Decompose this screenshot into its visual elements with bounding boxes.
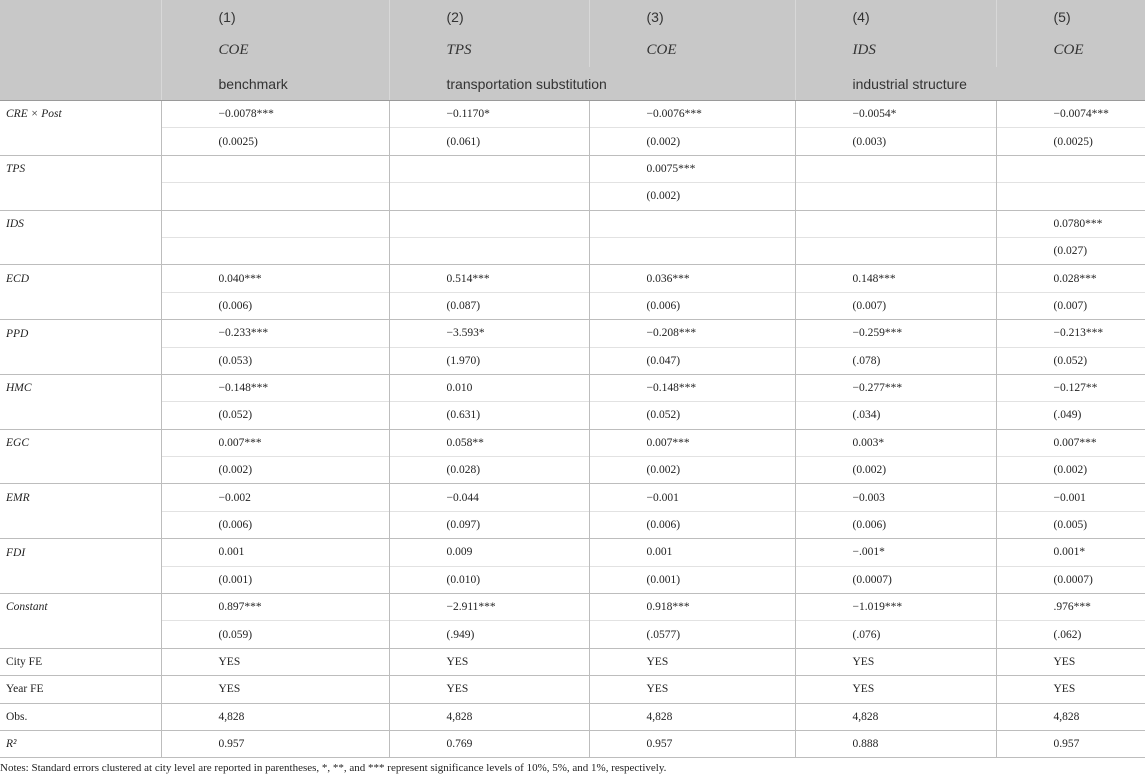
standard-error-cell: (0.087) (389, 292, 589, 319)
coefficient-cell: 0.028*** (996, 265, 1145, 292)
variable-label: TPS (0, 155, 161, 182)
statistic-cell: 4,828 (161, 703, 389, 730)
header-stub (0, 0, 161, 34)
coefficient-cell: −0.001 (996, 484, 1145, 511)
dependent-variable: TPS (389, 34, 589, 67)
coefficient-cell: −0.001 (589, 484, 795, 511)
coefficient-cell (161, 210, 389, 237)
statistic-cell: YES (996, 676, 1145, 703)
statistics-row (0, 730, 1145, 757)
standard-error-row (0, 457, 1145, 484)
statistic-cell: 0.769 (389, 730, 589, 757)
coefficient-cell (389, 210, 589, 237)
header-stub (0, 34, 161, 67)
standard-error-row (0, 621, 1145, 648)
coefficient-cell (795, 210, 996, 237)
standard-error-cell: (0.097) (389, 511, 589, 538)
coefficient-row (0, 101, 1145, 128)
standard-error-cell: (0.006) (161, 292, 389, 319)
coefficient-cell: −0.0078*** (161, 101, 389, 128)
coefficient-row (0, 265, 1145, 292)
dependent-variable: IDS (795, 34, 996, 67)
standard-error-cell (589, 237, 795, 264)
standard-error-cell: (.076) (795, 621, 996, 648)
coefficient-row (0, 320, 1145, 347)
standard-error-cell: (0.006) (795, 511, 996, 538)
statistic-cell: YES (996, 648, 1145, 675)
coefficient-cell: 0.001 (161, 539, 389, 566)
standard-error-row (0, 511, 1145, 538)
variable-label-blank (0, 347, 161, 374)
standard-error-cell: (0.0025) (161, 128, 389, 155)
coefficient-cell: 0.009 (389, 539, 589, 566)
coefficient-cell: 0.003* (795, 429, 996, 456)
coefficient-cell: 0.007*** (161, 429, 389, 456)
standard-error-row (0, 237, 1145, 264)
group-label: industrial structure (795, 67, 1145, 101)
standard-error-cell: (0.0025) (996, 128, 1145, 155)
coefficient-cell: −0.0076*** (589, 101, 795, 128)
statistic-cell: 4,828 (996, 703, 1145, 730)
coefficient-cell: −1.019*** (795, 594, 996, 621)
standard-error-cell: (0.010) (389, 566, 589, 593)
standard-error-cell: (0.0007) (996, 566, 1145, 593)
standard-error-cell: (0.002) (795, 457, 996, 484)
statistic-cell: 0.957 (996, 730, 1145, 757)
statistic-cell: YES (589, 676, 795, 703)
standard-error-cell (389, 237, 589, 264)
coefficient-row (0, 210, 1145, 237)
coefficient-row (0, 155, 1145, 182)
variable-label: Constant (0, 594, 161, 621)
statistic-label: Year FE (0, 676, 161, 703)
standard-error-row (0, 183, 1145, 210)
variable-label: CRE × Post (0, 101, 161, 128)
variable-label-blank (0, 128, 161, 155)
statistic-cell: YES (161, 676, 389, 703)
header-row-numbers (0, 0, 1145, 34)
coefficient-cell: 0.897*** (161, 594, 389, 621)
coefficient-cell: −0.0054* (795, 101, 996, 128)
statistic-label: City FE (0, 648, 161, 675)
header-stub (0, 67, 161, 101)
standard-error-cell: (0.007) (795, 292, 996, 319)
coefficient-cell: −0.259*** (795, 320, 996, 347)
coefficient-cell: −2.911*** (389, 594, 589, 621)
standard-error-cell: (0.002) (589, 183, 795, 210)
column-number: (4) (795, 0, 996, 34)
coefficient-cell: 0.918*** (589, 594, 795, 621)
variable-label-blank (0, 621, 161, 648)
variable-label: IDS (0, 210, 161, 237)
statistic-cell: YES (795, 648, 996, 675)
coefficient-cell: −3.593* (389, 320, 589, 347)
standard-error-cell (795, 237, 996, 264)
standard-error-cell: (0.059) (161, 621, 389, 648)
coefficient-cell: 0.007*** (996, 429, 1145, 456)
dependent-variable: COE (161, 34, 389, 67)
coefficient-cell (589, 210, 795, 237)
coefficient-cell: 0.058** (389, 429, 589, 456)
coefficient-cell: 0.001 (589, 539, 795, 566)
variable-label-blank (0, 183, 161, 210)
standard-error-cell: (0.001) (589, 566, 795, 593)
standard-error-cell: (0.002) (589, 457, 795, 484)
column-number: (2) (389, 0, 589, 34)
coefficient-cell: 0.0075*** (589, 155, 795, 182)
variable-label-blank (0, 457, 161, 484)
group-label: benchmark (161, 67, 389, 101)
standard-error-row (0, 128, 1145, 155)
coefficient-cell: 0.036*** (589, 265, 795, 292)
coefficient-cell: −0.003 (795, 484, 996, 511)
coefficient-row (0, 594, 1145, 621)
standard-error-cell: (0.002) (161, 457, 389, 484)
statistics-row (0, 703, 1145, 730)
coefficient-row (0, 484, 1145, 511)
variable-label: FDI (0, 539, 161, 566)
standard-error-row (0, 402, 1145, 429)
statistic-cell: YES (389, 676, 589, 703)
statistic-cell: 4,828 (795, 703, 996, 730)
statistic-label: R² (0, 730, 161, 757)
standard-error-cell: (1.970) (389, 347, 589, 374)
standard-error-cell: (0.631) (389, 402, 589, 429)
dependent-variable: COE (589, 34, 795, 67)
statistics-row (0, 648, 1145, 675)
standard-error-cell: (0.053) (161, 347, 389, 374)
coefficient-cell: −0.044 (389, 484, 589, 511)
standard-error-row (0, 292, 1145, 319)
coefficient-cell: 0.001* (996, 539, 1145, 566)
standard-error-cell: (0.003) (795, 128, 996, 155)
coefficient-cell: −0.1170* (389, 101, 589, 128)
standard-error-row (0, 347, 1145, 374)
coefficient-row (0, 374, 1145, 401)
standard-error-cell: (0.0007) (795, 566, 996, 593)
standard-error-cell (389, 183, 589, 210)
variable-label: PPD (0, 320, 161, 347)
standard-error-cell: (0.028) (389, 457, 589, 484)
standard-error-cell (795, 183, 996, 210)
coefficient-cell: 0.148*** (795, 265, 996, 292)
coefficient-cell: −0.127** (996, 374, 1145, 401)
coefficient-cell: −0.002 (161, 484, 389, 511)
standard-error-cell: (0.052) (996, 347, 1145, 374)
standard-error-cell (996, 183, 1145, 210)
standard-error-cell: (0.052) (589, 402, 795, 429)
statistic-label: Obs. (0, 703, 161, 730)
group-label: transportation substitution (389, 67, 795, 101)
coefficient-row (0, 539, 1145, 566)
statistic-cell: YES (795, 676, 996, 703)
column-number: (1) (161, 0, 389, 34)
coefficient-cell: 0.514*** (389, 265, 589, 292)
statistic-cell: 0.888 (795, 730, 996, 757)
standard-error-cell: (.0577) (589, 621, 795, 648)
standard-error-cell: (0.006) (589, 292, 795, 319)
variable-label-blank (0, 566, 161, 593)
standard-error-cell: (0.052) (161, 402, 389, 429)
variable-label: HMC (0, 374, 161, 401)
standard-error-cell: (.034) (795, 402, 996, 429)
table-body (0, 101, 1145, 758)
variable-label-blank (0, 237, 161, 264)
standard-error-cell: (0.047) (589, 347, 795, 374)
standard-error-cell: (.062) (996, 621, 1145, 648)
statistic-cell: 0.957 (161, 730, 389, 757)
header-row-dependent-variables (0, 34, 1145, 67)
variable-label-blank (0, 292, 161, 319)
standard-error-cell: (0.005) (996, 511, 1145, 538)
statistic-cell: YES (161, 648, 389, 675)
table-header (0, 0, 1145, 101)
coefficient-cell: −0.277*** (795, 374, 996, 401)
standard-error-cell: (0.002) (996, 457, 1145, 484)
coefficient-cell: 0.0780*** (996, 210, 1145, 237)
coefficient-cell: −0.233*** (161, 320, 389, 347)
standard-error-cell (161, 237, 389, 264)
variable-label: EGC (0, 429, 161, 456)
standard-error-cell: (0.061) (389, 128, 589, 155)
statistic-cell: 4,828 (589, 703, 795, 730)
column-number: (3) (589, 0, 795, 34)
coefficient-cell: −.001* (795, 539, 996, 566)
coefficient-cell (996, 155, 1145, 182)
coefficient-cell: 0.007*** (589, 429, 795, 456)
coefficient-cell: −0.208*** (589, 320, 795, 347)
coefficient-cell: −0.0074*** (996, 101, 1145, 128)
standard-error-cell: (0.006) (161, 511, 389, 538)
standard-error-cell: (0.027) (996, 237, 1145, 264)
table-notes: Notes: Standard errors clustered at city level are reported in parentheses, *, **, and *** represent significance levels of 10%, 5%, and 1%, respectively. (0, 762, 667, 775)
coefficient-cell: −0.213*** (996, 320, 1145, 347)
coefficient-cell: 0.040*** (161, 265, 389, 292)
standard-error-cell (161, 183, 389, 210)
standard-error-cell: (0.006) (589, 511, 795, 538)
statistics-row (0, 676, 1145, 703)
variable-label: EMR (0, 484, 161, 511)
coefficient-row (0, 429, 1145, 456)
standard-error-cell: (.049) (996, 402, 1145, 429)
coefficient-cell: −0.148*** (161, 374, 389, 401)
standard-error-cell: (.078) (795, 347, 996, 374)
standard-error-row (0, 566, 1145, 593)
statistic-cell: YES (389, 648, 589, 675)
variable-label-blank (0, 402, 161, 429)
standard-error-cell: (.949) (389, 621, 589, 648)
variable-label: ECD (0, 265, 161, 292)
variable-label-blank (0, 511, 161, 538)
standard-error-cell: (0.001) (161, 566, 389, 593)
standard-error-cell: (0.002) (589, 128, 795, 155)
coefficient-cell (795, 155, 996, 182)
statistic-cell: 4,828 (389, 703, 589, 730)
statistic-cell: YES (589, 648, 795, 675)
coefficient-cell (389, 155, 589, 182)
coefficient-cell: .976*** (996, 594, 1145, 621)
coefficient-cell: 0.010 (389, 374, 589, 401)
dependent-variable: COE (996, 34, 1145, 67)
column-number: (5) (996, 0, 1145, 34)
coefficient-cell (161, 155, 389, 182)
statistic-cell: 0.957 (589, 730, 795, 757)
header-row-groups (0, 67, 1145, 101)
coefficient-cell: −0.148*** (589, 374, 795, 401)
standard-error-cell: (0.007) (996, 292, 1145, 319)
